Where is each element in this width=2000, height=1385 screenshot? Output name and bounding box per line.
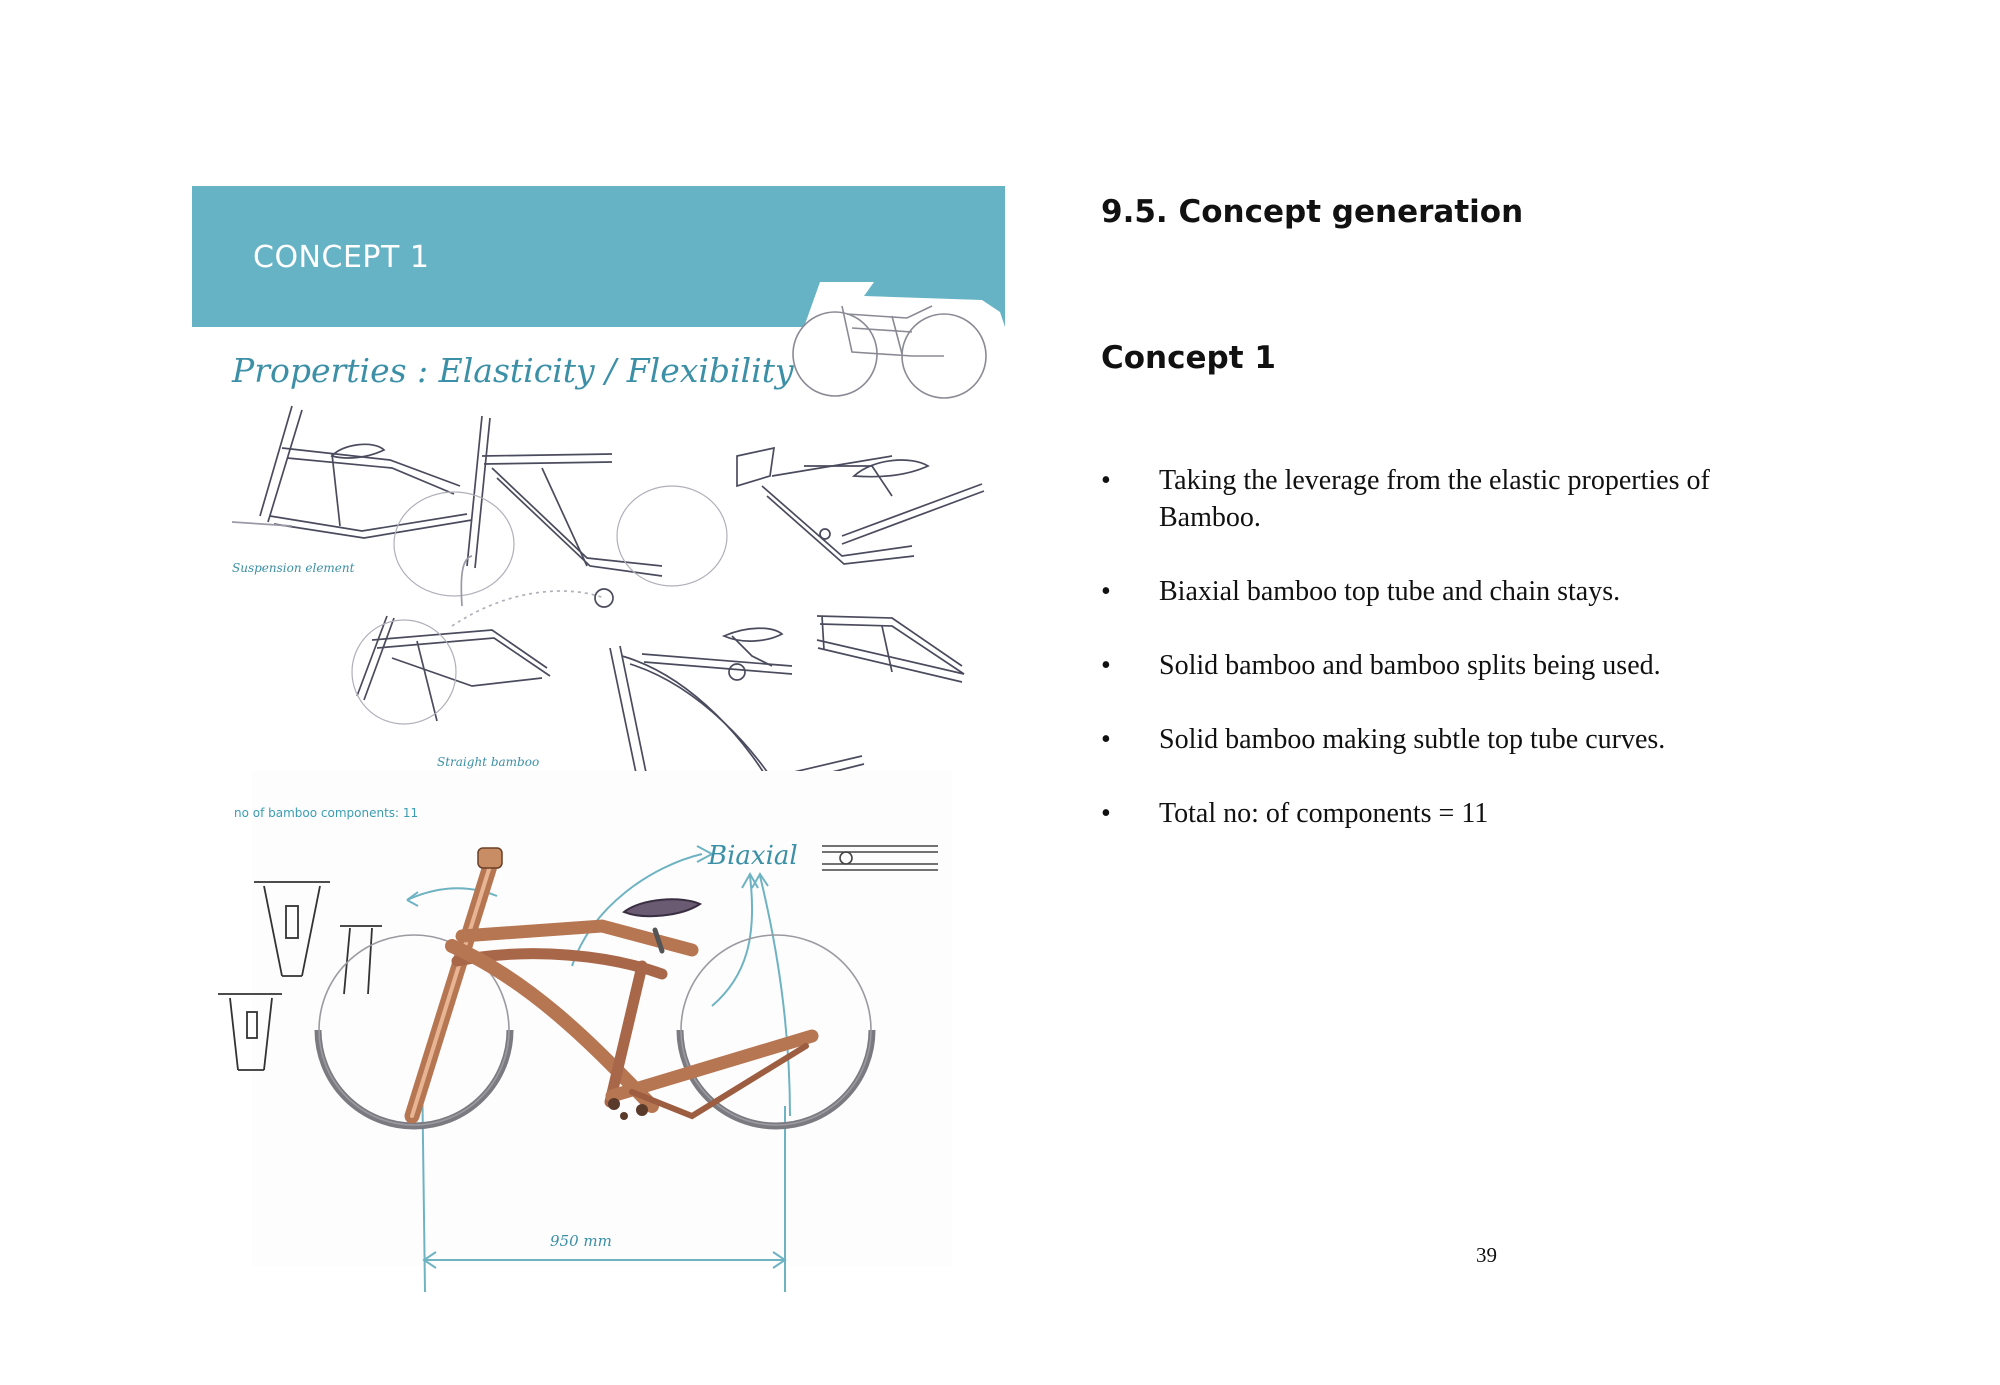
sketch-drawing xyxy=(192,186,1005,1296)
components-label: no of bamboo components: 11 xyxy=(234,806,419,820)
bullet-symbol: • xyxy=(1101,724,1111,755)
concept-bullet-list xyxy=(1101,462,1801,869)
bullet-item xyxy=(1101,462,1801,536)
sketch-note-suspension: Suspension element xyxy=(232,561,355,575)
bullet-text: Solid bamboo and bamboo splits being used. xyxy=(1159,650,1661,681)
bullet-text: Taking the leverage from the elastic properties of Bamboo. xyxy=(1159,465,1710,533)
properties-note: Properties : Elasticity / Flexibility xyxy=(232,351,794,390)
frame-sketch-4 xyxy=(352,556,613,724)
bullet-text: Biaxial bamboo top tube and chain stays. xyxy=(1159,576,1621,607)
bullet-symbol: • xyxy=(1101,465,1111,496)
section-heading: 9.5. Concept generation xyxy=(1101,194,1524,230)
banner-thumbnail-sketch xyxy=(793,282,1005,398)
frame-sketch-6 xyxy=(817,616,964,682)
wheelbase-label: 950 mm xyxy=(550,1232,612,1250)
concept-heading: Concept 1 xyxy=(1101,340,1276,376)
banner-title: CONCEPT 1 xyxy=(253,240,430,275)
bullet-item xyxy=(1101,573,1801,610)
bullet-text: Total no: of components = 11 xyxy=(1159,798,1489,829)
biaxial-label: Biaxial xyxy=(708,841,798,871)
bullet-item xyxy=(1101,795,1801,832)
sketch-note-straight: Straight bamboo xyxy=(437,755,540,769)
bullet-symbol: • xyxy=(1101,650,1111,681)
frame-sketch-2 xyxy=(394,416,727,596)
frame-sketch-3 xyxy=(737,448,984,564)
frame-sketch-1 xyxy=(232,406,472,538)
bullet-symbol: • xyxy=(1101,576,1111,607)
bullet-item xyxy=(1101,721,1801,758)
concept-illustration-panel xyxy=(192,186,1005,1296)
bullet-item xyxy=(1101,647,1801,684)
page-number: 39 xyxy=(1476,1243,1497,1267)
bullet-text: Solid bamboo making subtle top tube curves. xyxy=(1159,724,1666,755)
bullet-symbol: • xyxy=(1101,798,1111,829)
